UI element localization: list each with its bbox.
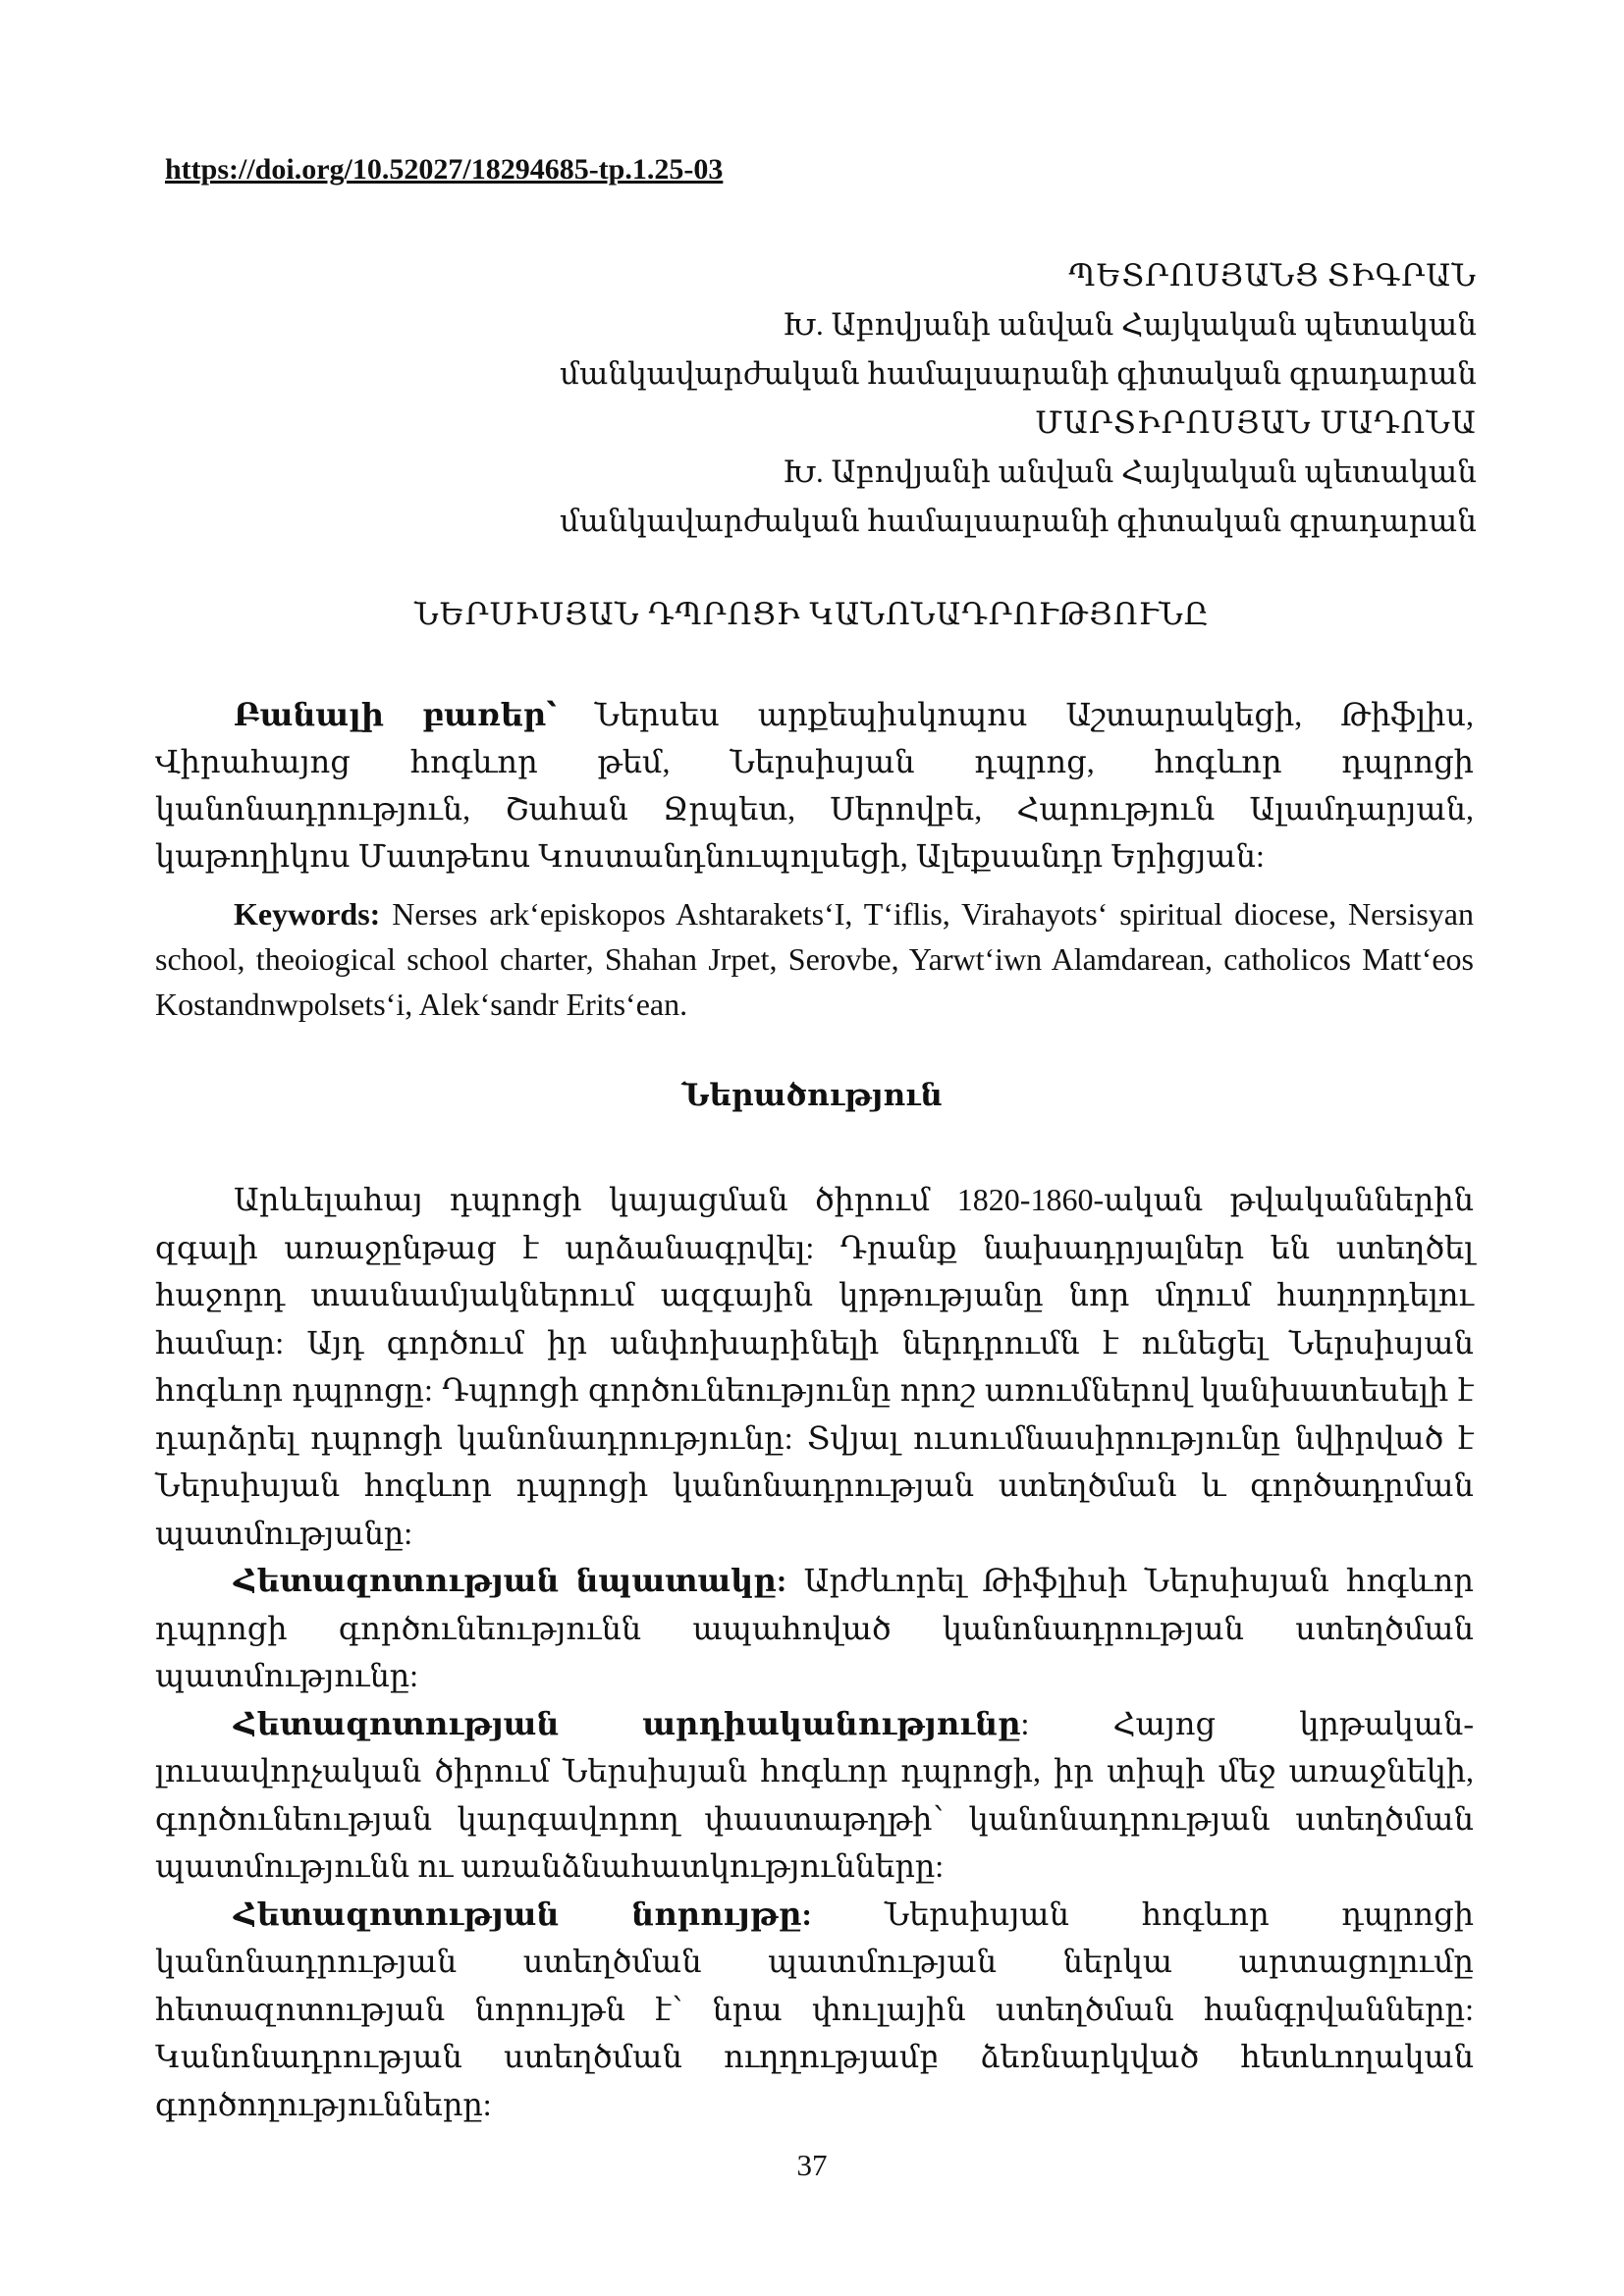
author-affiliation: Խ. Աբովյանի անվան Հայկական պետական (783, 307, 1477, 342)
paragraph (155, 1891, 1474, 2129)
paragraph-text: : Հայոց կրթական-լուսավորչական ծիրում Ներսիսյան հոգևոր դպրոցի, իր տիպի մեջ առաջնեկի, գործունեության կարգավորող փաստաթղթի՝ կանոնադրության ստեղծման պատմությունն ու առանձնահատկությունները: (155, 1705, 1475, 1884)
author-block (397, 251, 1477, 546)
author-affiliation: մանկավարժական համալսարանի գիտական գրադարան (559, 356, 1477, 391)
doi-link[interactable]: https://doi.org/10.52027/18294685-tp.1.25-03 (165, 153, 724, 186)
keywords-label: Բանալի բառեր՝ (234, 697, 557, 732)
paragraph-label: Հետազոտության նպատակը: (234, 1563, 787, 1598)
article-title: ՆԵՐՍԻՍՅԱՆ ԴՊՐՈՑԻ ԿԱՆՈՆԱԴՐՈՒԹՅՈՒՆԸ (414, 597, 1210, 631)
paragraph (155, 1557, 1474, 1700)
author-name: ՄԱՐՏԻՐՈՍՅԱՆ ՄԱԴՈՆԱ (1035, 405, 1477, 440)
keywords-english (155, 891, 1474, 1027)
keywords-label: Keywords: (234, 896, 381, 932)
paragraph-label: Հետազոտության նորույթը: (234, 1896, 812, 1932)
author-name: ՊԵՏՐՈՍՅԱՆՑ ՏԻԳՐԱՆ (1068, 258, 1477, 293)
paragraph-text: Արևելահայ դպրոցի կայացման ծիրում 1820-1860-ական թվականներին զգալի առաջընթաց է արձանագրվել: Դրանք նախադրյալներ են ստեղծել հաջորդ տասնամյակներում ազգային կրթությանը նոր մղում հաղորդելու համար: Այդ գործում իր անփոխարինելի ներդրումն է ունեցել Ներսիսյան հոգևոր դպրոցը: Դպրոցի գործունեությունը որոշ առումներով կանխատեսելի է դարձրել դպրոցի կանոնադրությունը: Տվյալ ուսումնասիրությունը նվիրված է Ներսիսյան հոգևոր դպրոցի կանոնադրության ստեղծման և գործադրման պատմությանը: (155, 1182, 1474, 1551)
keywords-text: Nerses ark‘episkopos Ashtarakets‘I, T‘iflis, Virahayots‘ spiritual diocese, Nersisyan school, theoiogical school charter, Shahan Jrpet, Serovbe, Yarwt‘iwn Alamdarean, catholicos Matt‘eos Kostandnwpolsets‘i, Alek‘sandr Erits‘ean. (155, 896, 1474, 1022)
page-number: 37 (796, 2148, 828, 2182)
author-affiliation: մանկավարժական համալսարանի գիտական գրադարան (559, 504, 1477, 538)
author-affiliation: Խ. Աբովյանի անվան Հայկական պետական (783, 454, 1477, 489)
paragraph (155, 1700, 1474, 1891)
keywords-text: Ներսես արքեպիսկոպոս Աշտարակեցի, Թիֆլիս, Վիրահայոց հոգևոր թեմ, Ներսիսյան դպրոց, հոգևոր դպրոցի կանոնադրություն, Շահան Ջրպետ, Սերովբե, Հարություն Ալամդարյան, կաթողիկոս Մատթեոս Կոստանդնուպոլսեցի, Ալեքսանդր Երիցյան: (155, 697, 1475, 874)
paragraph-text: Արժևորել Թիֆլիսի Ներսիսյան հոգևոր դպրոցի գործունեությունն ապահոված կանոնադրության ստեղծման պատմությունը: (155, 1563, 1475, 1693)
paragraph-text: Ներսիսյան հոգևոր դպրոցի կանոնադրության ստեղծման պատմության ներկա արտացոլումը հետազոտության նորույթն է՝ նրա փուլային ստեղծման հանգրվանները: Կանոնադրության ստեղծման ուղղությամբ ձեռնարկված հետևողական գործողությունները: (155, 1896, 1475, 2122)
introduction-section (155, 1176, 1474, 2128)
keywords-armenian (155, 691, 1474, 880)
section-heading: Ներածություն (681, 1078, 943, 1112)
paragraph-label: Հետազոտության արդիականությունը (234, 1705, 1021, 1741)
paragraph (155, 1176, 1474, 1557)
